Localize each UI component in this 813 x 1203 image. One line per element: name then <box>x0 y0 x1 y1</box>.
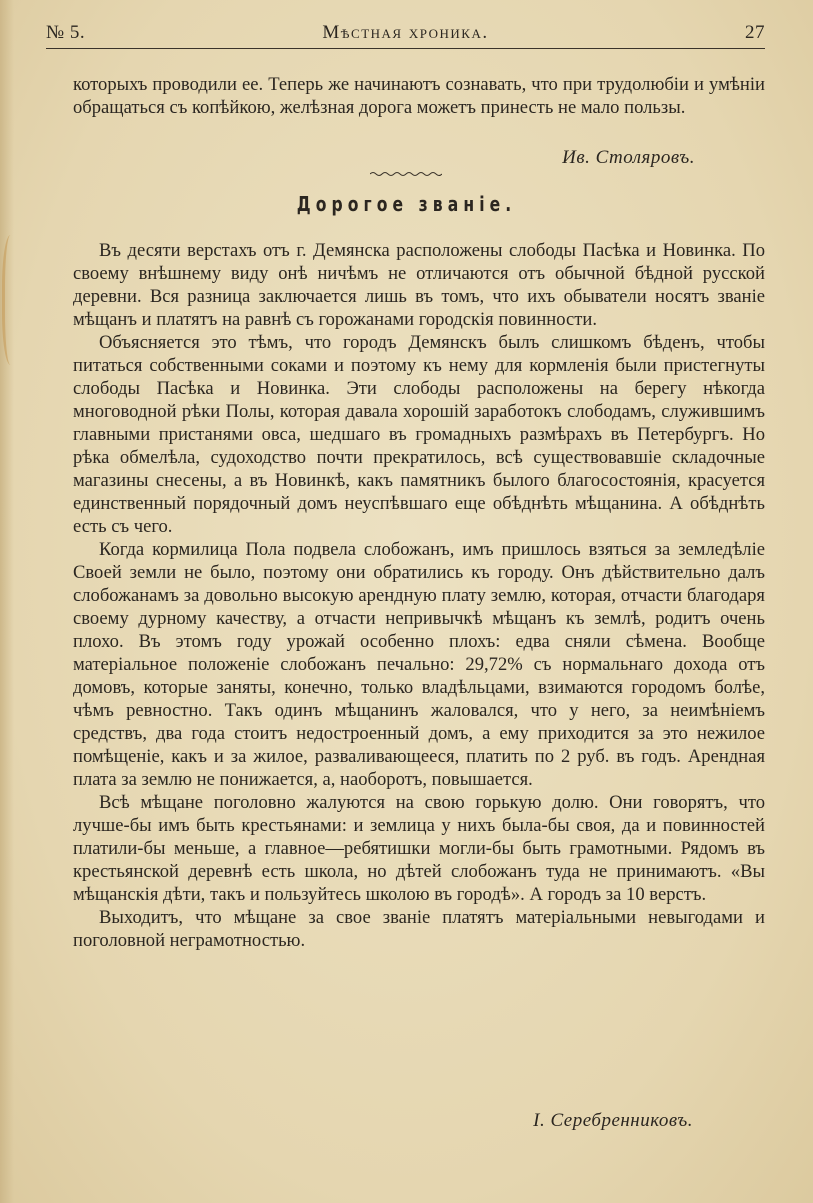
issue-number: № 5. <box>46 22 86 43</box>
wavy-divider <box>370 171 442 177</box>
intro-signature: Ив. Столяровъ. <box>562 147 695 168</box>
running-header <box>46 20 765 50</box>
intro-text <box>73 73 765 119</box>
article-body <box>73 239 765 952</box>
article-paragraph: Въ десяти верстахъ отъ г. Демянска расположены слободы Пасѣка и Новинка. По своему внѣшнему виду онѣ ничѣмъ не отличаются отъ обычной бѣдной русской деревни. Вся разница заключается лишь въ томъ, что ихъ обыватели носятъ званіе мѣщанъ и платятъ на равнѣ съ горожанами городскія повинности. <box>73 240 765 330</box>
article-paragraph: Объясняется это тѣмъ, что городъ Демянскъ былъ слишкомъ бѣденъ, чтобы питаться собственными соками и поэтому къ нему для кормленія были пристегнуты слободы Пасѣка и Новинка. Эти слободы расположены на берегу нѣкогда многоводной рѣки Полы, которая давала хорошій заработокъ слободамъ, служившимъ главными пристанями овса, шедшаго въ громадныхъ размѣрахъ въ Петербургъ. Но рѣка обмелѣла, судоходство почти прекратилось, всѣ существовавшіе складочные магазины снесены, а въ Новинкѣ, какъ памятникъ былого благосостоянія, красуется единственный порядочный домъ неуспѣвшаго еще обѣднѣть мѣщанина. А обѣднѣть есть съ чего. <box>73 332 765 537</box>
header-rule <box>46 48 765 49</box>
article-paragraph: Когда кормилица Пола подвела слобожанъ, имъ пришлось взяться за земледѣліе Своей земли не было, поэтому они обратились къ городу. Онъ дѣйствительно далъ слобожанамъ за довольно высокую арендную плату землю, которая, отчасти благодаря своему дурному качеству, а отчасти непривычкѣ мѣщанъ къ землѣ, родитъ очень плохо. Въ этомъ году урожай особенно плохъ: едва сняли сѣмена. Вообще матеріальное положеніе слобожанъ печально: 29,72% съ нормальнаго дохода отъ домовъ, которые заняты, конечно, только владѣльцами, взимаются городомъ болѣе, чѣмъ ревностно. Такъ одинъ мѣщанинъ жаловался, что у него, за неимѣніемъ средствъ, два года стоитъ недостроенный домъ, а ему приходится за это нежилое помѣщеніе, какъ и за жилое, разваливающееся, платить по 2 руб. въ годъ. Арендная плата за землю не понижается, а, наоборотъ, повышается. <box>73 539 765 790</box>
paper-stain <box>2 235 23 365</box>
page-edge-shadow <box>0 0 14 1203</box>
article-title: Дорогое званіе. <box>296 192 517 216</box>
intro-paragraph: которыхъ проводили ее. Теперь же начинаютъ сознавать, что при трудолюбіи и умѣніи обращаться съ копѣйкою, желѣзная дорога можетъ принесть не мало пользы. <box>73 74 765 118</box>
article-paragraph: Выходитъ, что мѣщане за свое званіе платятъ матеріальными невыгодами и поголовной неграмотностью. <box>73 907 765 951</box>
article-signature: І. Серебренниковъ. <box>533 1110 693 1131</box>
article-paragraph: Всѣ мѣщане поголовно жалуются на свою горькую долю. Они говорятъ, что лучше-бы имъ быть крестьянами: и землица у нихъ была-бы своя, да и повинностей платили-бы меньше, а главное—ребятишки могли-бы быть грамотными. Рядомъ въ крестьянской деревнѣ есть школа, но дѣтей слобожанъ туда не принимаютъ. «Вы мѣщанскія дѣти, такъ и пользуйтесь школою въ городѣ». А городъ за 10 верстъ. <box>73 792 765 905</box>
page-number: 27 <box>745 22 765 43</box>
section-header-title: Мѣстная хроника. <box>322 22 489 43</box>
